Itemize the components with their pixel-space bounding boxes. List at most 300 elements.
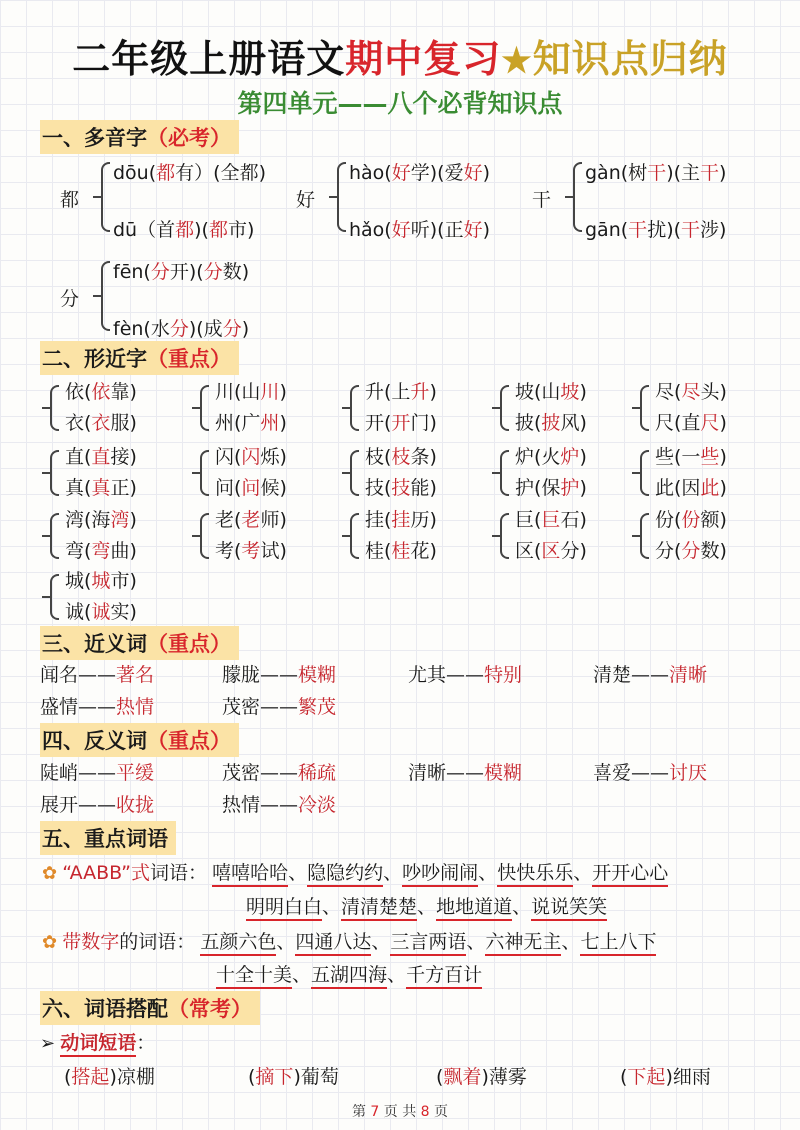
number-words-line-1: [42, 927, 656, 954]
similar-char-word: [515, 408, 587, 435]
aabb-suffix: 词语：: [149, 862, 207, 884]
text-part: 服): [110, 412, 137, 434]
dash-separator: ——: [446, 762, 485, 784]
text-part: 试): [260, 540, 287, 562]
brace-tick: [42, 596, 50, 598]
verb-phrase-heading: [40, 1028, 155, 1055]
polyphonic-reading-2: [585, 215, 726, 242]
text-part: )细雨: [665, 1066, 711, 1088]
text-part: 曲): [110, 540, 137, 562]
number-label: 带数字: [62, 931, 120, 953]
text-part: )薄雾: [481, 1066, 527, 1088]
similar-char-word: [365, 442, 437, 469]
collocation-item: [436, 1062, 527, 1089]
text-part: 川(山: [215, 381, 261, 403]
brace-tick: [192, 472, 200, 474]
highlight-char: 直: [91, 446, 111, 468]
text-part: )凉棚: [109, 1066, 155, 1088]
title-part-black: 二年级上册语文: [72, 36, 346, 81]
similar-char-word: [65, 377, 137, 404]
text-part: 挂(: [365, 509, 392, 531]
word-pair: [408, 758, 522, 785]
similar-char-word: [655, 473, 727, 500]
similar-char-word: [655, 536, 727, 563]
word-list: [246, 896, 607, 921]
polyphonic-reading-1: [113, 158, 266, 185]
similar-char-word: [65, 566, 137, 593]
similar-char-word: [365, 377, 437, 404]
dash-separator: ——: [260, 696, 299, 718]
polyphonic-char: 分: [60, 288, 80, 310]
text-part: 分(: [655, 540, 682, 562]
brace-tick: [42, 407, 50, 409]
text-part: fèn(水: [113, 318, 170, 340]
brace-icon: [500, 513, 509, 559]
highlight-char: 州: [260, 412, 280, 434]
highlight-char: 摘下: [255, 1066, 294, 1088]
text-part: (: [620, 1066, 628, 1088]
brace-icon: [337, 162, 346, 232]
similar-char-word: [655, 442, 727, 469]
highlight-char: 尽: [681, 381, 701, 403]
word: 茂密: [222, 696, 261, 718]
brace-tick: [492, 535, 500, 537]
similar-char-word: [365, 473, 437, 500]
section-heading-key-words: [40, 821, 176, 855]
word-pair: [222, 692, 336, 719]
highlight-char: 好: [391, 162, 411, 184]
text-part: 州(广: [215, 412, 261, 434]
text-part: hǎo(: [349, 219, 392, 241]
similar-char-word: [515, 473, 587, 500]
highlight-char: 都: [156, 162, 176, 184]
highlight-char: 真: [91, 477, 111, 499]
highlight-char: 干: [700, 162, 720, 184]
text-part: 尽(: [655, 381, 682, 403]
similar-char-word: [215, 442, 287, 469]
brace-icon: [640, 450, 649, 496]
paired-word: 讨厌: [669, 762, 708, 784]
highlight-char: 开: [391, 412, 411, 434]
word: 热情: [222, 794, 261, 816]
highlight-char: 好: [463, 162, 483, 184]
dash-separator: ——: [631, 762, 670, 784]
brace-icon: [50, 574, 59, 620]
text-part: 开)(: [169, 261, 204, 283]
text-part: gān(: [585, 219, 629, 241]
brace-icon: [200, 450, 209, 496]
aabb-line-1: [42, 858, 668, 885]
word: 陡峭: [40, 762, 79, 784]
number-words-line-2: [216, 960, 482, 987]
highlight-char: 川: [260, 381, 280, 403]
brace-icon: [101, 261, 110, 331]
page-subtitle: 第四单元——八个必背知识点: [237, 89, 563, 118]
brace-tick: [565, 196, 573, 198]
text-part: 涉): [700, 219, 727, 241]
brace-icon: [200, 513, 209, 559]
section-heading-text: 四、反义词: [42, 729, 147, 753]
key-word: 三言两语: [390, 931, 466, 956]
key-word: 清清楚楚: [341, 896, 417, 921]
word-pair: [40, 758, 154, 785]
key-word: 明明白白: [246, 896, 322, 921]
text-part: 巨(: [515, 509, 542, 531]
title-part-red: 期中复习: [345, 36, 502, 81]
dash-separator: ——: [260, 664, 299, 686]
text-part: 城(: [65, 570, 92, 592]
text-part: 能): [410, 477, 437, 499]
text-part: 枝(: [365, 446, 392, 468]
text-part: 护(保: [515, 477, 561, 499]
text-part: fēn(: [113, 261, 151, 283]
text-part: ): [241, 318, 250, 340]
section-heading-polyphonic: [40, 120, 239, 154]
highlight-char: 披: [541, 412, 561, 434]
dash-separator: ——: [260, 794, 299, 816]
brace-tick: [42, 535, 50, 537]
separator: 、: [466, 931, 486, 953]
highlight-char: 分: [203, 261, 223, 283]
section-heading-antonyms: [40, 723, 239, 757]
key-word: 四通八达: [295, 931, 371, 956]
highlight-char: 湾: [110, 509, 130, 531]
key-word: 隐隐约约: [307, 862, 383, 887]
text-part: )(主: [666, 162, 701, 184]
highlight-char: 闪: [241, 446, 261, 468]
similar-char-word: [215, 473, 287, 500]
brace-tick: [632, 535, 640, 537]
similar-char-word: [65, 408, 137, 435]
text-part: (: [248, 1066, 256, 1088]
similar-char-word: [515, 505, 587, 532]
brace-tick: [93, 295, 101, 297]
key-word: 五颜六色: [200, 931, 276, 956]
brace-tick: [42, 472, 50, 474]
word: 喜爱: [593, 762, 632, 784]
text-part: 石): [560, 509, 587, 531]
text-part: 老(: [215, 509, 242, 531]
text-part: ): [579, 446, 587, 468]
similar-char-word: [215, 536, 287, 563]
word: 展开: [40, 794, 79, 816]
brace-icon: [640, 513, 649, 559]
text-part: 披(: [515, 412, 542, 434]
section-heading-text: 五、重点词语: [42, 827, 168, 851]
similar-char-word: [215, 377, 287, 404]
text-part: ): [429, 381, 437, 403]
highlight-char: 尺: [700, 412, 720, 434]
collocation-item: [64, 1062, 155, 1089]
text-part: 衣(: [65, 412, 92, 434]
text-part: ): [579, 381, 587, 403]
footer-text: 页 共: [383, 1104, 417, 1120]
highlight-char: 枝: [391, 446, 411, 468]
similar-char-word: [365, 408, 437, 435]
highlight-char: 分: [169, 318, 189, 340]
brace-tick: [492, 407, 500, 409]
dash-separator: ——: [78, 664, 117, 686]
highlight-char: 桂: [391, 540, 411, 562]
polyphonic-char: 都: [60, 189, 80, 211]
separator: 、: [478, 862, 498, 884]
dash-separator: ——: [78, 696, 117, 718]
text-part: ): [129, 509, 137, 531]
aabb-line-2: [246, 892, 607, 919]
section-heading-similar-chars: [40, 341, 239, 375]
page-number: 7: [370, 1104, 380, 1120]
brace-icon: [573, 162, 582, 232]
text-part: 正): [110, 477, 137, 499]
separator: 、: [276, 931, 296, 953]
brace-tick: [93, 196, 101, 198]
page-total: 8: [420, 1104, 430, 1120]
word: 清晰: [408, 762, 447, 784]
highlight-char: 好: [463, 219, 483, 241]
similar-char-word: [365, 536, 437, 563]
text-part: 此(因: [655, 477, 701, 499]
polyphonic-reading-1: [585, 158, 726, 185]
section-heading-synonyms: [40, 626, 239, 660]
brace-icon: [50, 450, 59, 496]
text-part: 炉(火: [515, 446, 561, 468]
highlight-char: 搭起: [71, 1066, 110, 1088]
highlight-char: 问: [241, 477, 261, 499]
highlight-char: 巨: [541, 509, 561, 531]
text-part: (: [436, 1066, 444, 1088]
text-part: 真(: [65, 477, 92, 499]
text-part: 候): [260, 477, 287, 499]
highlight-char: 技: [391, 477, 411, 499]
similar-char-word: [65, 473, 137, 500]
highlight-char: 干: [647, 162, 667, 184]
text-part: 靠): [110, 381, 137, 403]
separator: 、: [561, 931, 581, 953]
text-part: hào(: [349, 162, 392, 184]
collocation-item: [248, 1062, 339, 1089]
key-word: 嘻嘻哈哈: [212, 862, 288, 887]
word: 盛情: [40, 696, 79, 718]
highlight-char: 下起: [627, 1066, 666, 1088]
brace-icon: [50, 513, 59, 559]
brace-icon: [500, 450, 509, 496]
separator: 、: [371, 931, 391, 953]
text-part: 风): [560, 412, 587, 434]
text-part: )(成: [188, 318, 223, 340]
aabb-label: “AABB”式: [62, 862, 150, 884]
paired-word: 平缓: [116, 762, 155, 784]
text-part: 额): [700, 509, 727, 531]
text-part: 条): [410, 446, 437, 468]
paired-word: 冷淡: [298, 794, 337, 816]
text-part: ): [579, 477, 587, 499]
text-part: ): [279, 412, 287, 434]
text-part: 头): [700, 381, 727, 403]
word: 朦胧: [222, 664, 261, 686]
dash-separator: ——: [78, 762, 117, 784]
polyphonic-reading-2: [349, 215, 490, 242]
polyphonic-reading-2: [113, 215, 254, 242]
section-tag: （重点）: [147, 632, 231, 656]
paired-word: 模糊: [484, 762, 523, 784]
text-part: gàn(树: [585, 162, 648, 184]
text-part: ): [719, 446, 727, 468]
text-part: 桂(: [365, 540, 392, 562]
brace-tick: [492, 472, 500, 474]
word-list: [200, 931, 656, 956]
footer-text: 第: [351, 1104, 366, 1120]
key-word: 吵吵闹闹: [402, 862, 478, 887]
paired-word: 热情: [116, 696, 155, 718]
text-part: dū（首: [113, 219, 176, 241]
separator: 、: [288, 862, 308, 884]
similar-char-word: [365, 505, 437, 532]
highlight-char: 考: [241, 540, 261, 562]
section-tag: （重点）: [147, 347, 231, 371]
page-footer: [0, 1101, 800, 1121]
collocation-item: [620, 1062, 711, 1089]
polyphonic-char: 干: [532, 189, 552, 211]
word-pair: [593, 660, 707, 687]
page-title: [0, 28, 800, 83]
brace-icon: [200, 385, 209, 431]
word-list: [212, 862, 668, 887]
key-word: 七上八下: [580, 931, 656, 956]
verb-phrase-label: 动词短语: [60, 1032, 136, 1057]
key-word: 十全十美: [216, 964, 292, 989]
text-part: ): [482, 162, 491, 184]
text-part: dōu(: [113, 162, 157, 184]
highlight-char: 干: [681, 219, 701, 241]
text-part: 些(一: [655, 446, 701, 468]
footer-text: 页: [434, 1104, 449, 1120]
brace-tick: [192, 535, 200, 537]
paired-word: 模糊: [298, 664, 337, 686]
text-part: 闪(: [215, 446, 242, 468]
brace-icon: [101, 162, 110, 232]
word-pair: [222, 790, 336, 817]
text-part: 烁): [260, 446, 287, 468]
similar-char-word: [65, 597, 137, 624]
text-part: 依(: [65, 381, 92, 403]
similar-char-word: [515, 377, 587, 404]
brace-tick: [632, 472, 640, 474]
text-part: ): [279, 381, 287, 403]
word: 尤其: [408, 664, 447, 686]
brace-icon: [350, 385, 359, 431]
highlight-char: 坡: [560, 381, 580, 403]
text-part: 技(: [365, 477, 392, 499]
text-part: )(: [194, 219, 209, 241]
text-part: 师): [260, 509, 287, 531]
text-part: (: [64, 1066, 72, 1088]
text-part: 分): [560, 540, 587, 562]
highlight-char: 分: [681, 540, 701, 562]
highlight-char: 干: [628, 219, 648, 241]
highlight-char: 挂: [391, 509, 411, 531]
text-part: 诚(: [65, 601, 92, 623]
highlight-char: 些: [700, 446, 720, 468]
brace-icon: [500, 385, 509, 431]
polyphonic-reading-1: [349, 158, 490, 185]
text-part: 问(: [215, 477, 242, 499]
text-part: 听)(正: [410, 219, 464, 241]
highlight-char: 都: [175, 219, 195, 241]
text-part: ): [719, 412, 727, 434]
dash-separator: ——: [631, 664, 670, 686]
key-word: 千方百计: [406, 964, 482, 989]
arrow-bullet-icon: ➢: [40, 1033, 56, 1054]
similar-char-word: [655, 408, 727, 435]
text-part: 份(: [655, 509, 682, 531]
key-word: 开开心心: [592, 862, 668, 887]
separator: 、: [322, 896, 342, 918]
word-pair: [593, 758, 707, 785]
dash-separator: ——: [446, 664, 485, 686]
brace-tick: [192, 407, 200, 409]
section-tag: （常考）: [168, 997, 252, 1021]
dash-separator: ——: [260, 762, 299, 784]
highlight-char: 炉: [560, 446, 580, 468]
separator: 、: [417, 896, 437, 918]
text-part: 历): [410, 509, 437, 531]
similar-char-word: [65, 442, 137, 469]
text-part: ): [719, 162, 727, 184]
text-part: 市): [110, 570, 137, 592]
text-part: 花): [410, 540, 437, 562]
highlight-char: 护: [560, 477, 580, 499]
text-part: 开(: [365, 412, 392, 434]
text-part: 升(上: [365, 381, 411, 403]
text-part: 接): [110, 446, 137, 468]
highlight-char: 区: [541, 540, 561, 562]
similar-char-word: [215, 505, 287, 532]
highlight-char: 诚: [91, 601, 111, 623]
similar-char-word: [515, 442, 587, 469]
highlight-char: 分: [150, 261, 170, 283]
highlight-char: 衣: [91, 412, 111, 434]
section-heading-text: 六、词语搭配: [42, 997, 168, 1021]
word-pair: [40, 790, 154, 817]
text-part: 实): [110, 601, 137, 623]
highlight-char: 好: [391, 219, 411, 241]
brace-tick: [329, 196, 337, 198]
similar-char-word: [65, 505, 137, 532]
text-part: 扰)(: [647, 219, 682, 241]
brace-icon: [350, 450, 359, 496]
paired-word: 稀疏: [298, 762, 337, 784]
key-word: 六神无主: [485, 931, 561, 956]
separator: 、: [512, 896, 532, 918]
section-heading-collocation: [40, 991, 260, 1025]
key-word: 快快乐乐: [497, 862, 573, 887]
text-part: 区(: [515, 540, 542, 562]
word-list: [216, 964, 482, 989]
similar-char-word: [655, 377, 727, 404]
dash-separator: ——: [78, 794, 117, 816]
text-part: 坡(山: [515, 381, 561, 403]
verb-phrase-colon: ：: [136, 1032, 156, 1054]
word: 闻名: [40, 664, 79, 686]
text-part: 弯(: [65, 540, 92, 562]
flower-bullet-icon: ✿: [42, 932, 58, 953]
text-part: ): [719, 477, 727, 499]
similar-char-word: [65, 536, 137, 563]
text-part: 直(: [65, 446, 92, 468]
paired-word: 著名: [116, 664, 155, 686]
brace-tick: [342, 535, 350, 537]
word: 茂密: [222, 762, 261, 784]
